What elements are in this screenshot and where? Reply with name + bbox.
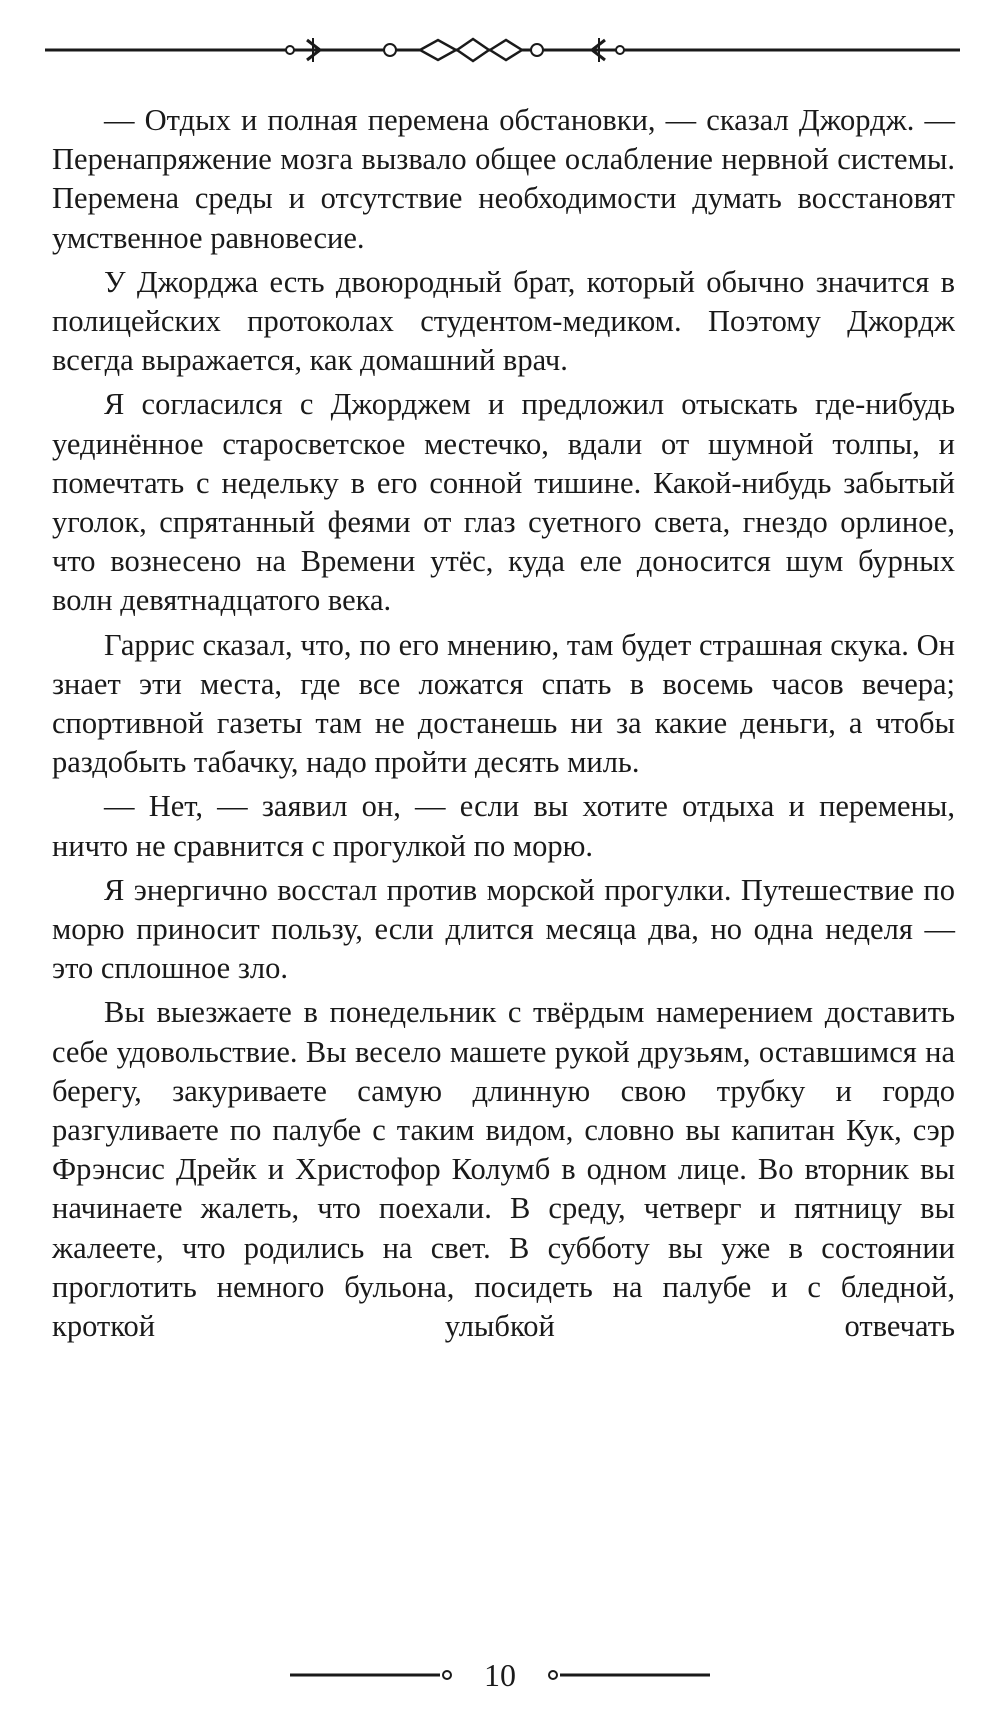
top-ornament bbox=[45, 30, 960, 70]
paragraph: — Отдых и полная перемена обстановки, — сказал Джордж. — Перенапряжение мозга вызвало общее ослабление нервной системы. Перемена среды и отсутствие необходимости думать восстановят умственное равновесие. bbox=[52, 103, 955, 255]
paragraph: Гаррис сказал, что, по его мнению, там будет страшная скука. Он знает эти места, где все ложатся спать в восемь часов вечера; спортивной газеты там не достанешь ни за какие деньги, а чтобы раздобыть табачку, надо пройти десять миль. bbox=[52, 627, 955, 780]
footer-right-ornament bbox=[540, 1668, 710, 1682]
paragraph: Я согласился с Джорджем и предложил отыскать где-нибудь уединённое старосветское местечко, вдали от шумной толпы, и помечтать с недельку в его сонной тишине. Какой-нибудь забытый уголок, спрятанный феями от глаз суетного света, гнездо орлиное, что вознесено на Времени утёс, куда еле доносится шум бурных волн девятнадцатого века. bbox=[52, 387, 955, 618]
page-text bbox=[52, 101, 955, 1351]
paragraph: — Нет, — заявил он, — если вы хотите отдыха и перемены, ничто не сравнится с прогулкой по морю. bbox=[52, 789, 955, 863]
page-footer bbox=[290, 1650, 710, 1700]
page-number: 10 bbox=[484, 1657, 516, 1693]
footer-left-ornament bbox=[290, 1668, 460, 1682]
paragraph: Вы выезжаете в понедельник с твёрдым намерением доставить себе удовольствие. Вы весело машете рукой друзьям, оставшимся на берегу, закуриваете самую длинную свою трубку и гордо разгуливаете по палубе с таким видом, словно вы капитан Кук, сэр Фрэнсис Дрейк и Христофор Колумб в одном лице. Во вторник вы начинаете жалеть, что поехали. В среду, четверг и пятницу вы жалеете, что родились на свет. В субботу вы уже в состоянии проглотить немного бульона, посидеть на палубе и с бледной, кроткой улыбкой отвечать bbox=[52, 995, 955, 1344]
paragraph: У Джорджа есть двоюродный брат, который обычно значится в полицейских протоколах студентом-медиком. Поэтому Джордж всегда выражается, как домашний врач. bbox=[52, 264, 955, 378]
paragraph: Я энергично восстал против морской прогулки. Путешествие по морю приносит пользу, если длится месяца два, но одна неделя — это сплошное зло. bbox=[52, 872, 955, 986]
